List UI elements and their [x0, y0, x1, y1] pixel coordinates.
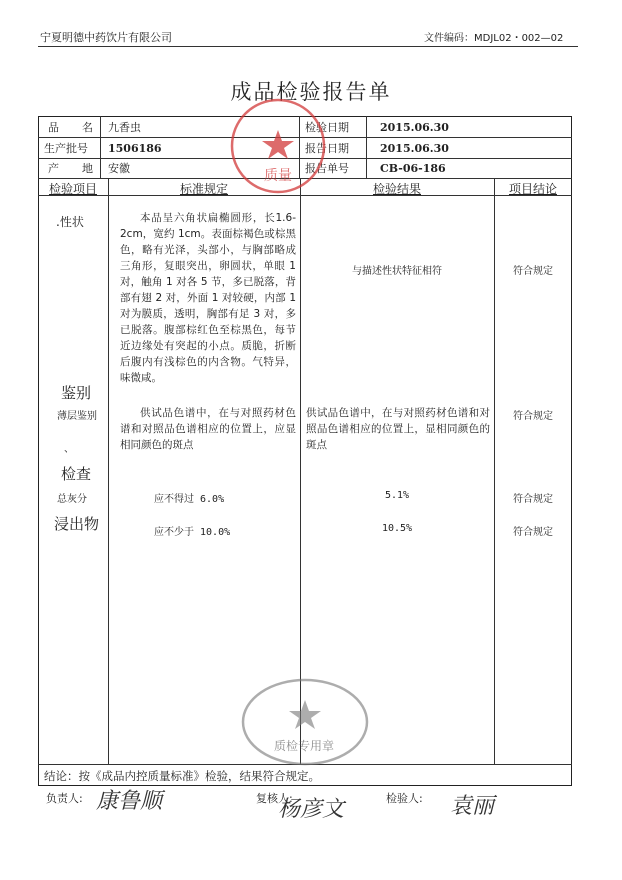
report-date-label: 报告日期 — [305, 142, 349, 155]
page-title: 成品检验报告单 — [230, 80, 392, 104]
ash-result: 5.1% — [384, 490, 410, 501]
quality-stamp — [222, 96, 332, 196]
origin-label: 产 地 — [48, 162, 99, 175]
ash-standard: 应不得过 6.0% — [154, 494, 225, 505]
batch-label: 生产批号 — [44, 142, 88, 155]
inspect-date-label: 检验日期 — [305, 121, 349, 134]
reviewer-signature: 杨彦文 — [278, 797, 345, 822]
inspector-signature: 袁丽 — [450, 794, 495, 819]
inspection-seal — [240, 676, 370, 768]
traits-result: 与描述性状特征相符 — [352, 266, 442, 277]
ash-conclusion: 符合规定 — [513, 494, 553, 505]
col-header-standard: 标准规定 — [179, 182, 228, 196]
svg-text:质量: 质量 — [264, 168, 292, 184]
identification-section: 鉴别 — [61, 384, 92, 402]
tlc-standard: 供试品色谱中，在与对照药材色谱和对照品色谱相应的位置上，应显相同颜色的斑点 — [120, 407, 296, 451]
responsible-label: 负责人: — [46, 792, 83, 805]
responsible-signature: 康鲁顺 — [96, 789, 163, 814]
header-divider — [38, 46, 578, 47]
extract-conclusion: 符合规定 — [513, 527, 553, 538]
tlc-conclusion: 符合规定 — [513, 411, 553, 422]
col-divider — [100, 116, 101, 178]
origin-value: 安徽 — [108, 162, 130, 175]
tlc-result: 供试品色谱中，在与对照药材色谱和对照品色谱相应的位置上，显相同颜色的斑点 — [306, 407, 490, 451]
col-divider — [366, 116, 367, 178]
exam-section: 检查 — [61, 465, 92, 483]
company-name: 宁夏明德中药饮片有限公司 — [40, 31, 172, 44]
extract-standard: 应不少于 10.0% — [154, 527, 231, 538]
extract-section: 浸出物 — [54, 515, 100, 533]
conclusion-text: 结论：按《成品内控质量标准》检验，结果符合规定。 — [44, 769, 320, 783]
col-divider — [108, 178, 109, 764]
col-header-result: 检验结果 — [372, 182, 421, 196]
batch-value: 1506186 — [108, 142, 162, 155]
traits-conclusion: 符合规定 — [513, 266, 553, 277]
extract-result: 10.5% — [381, 523, 413, 534]
product-value: 九香虫 — [108, 121, 141, 134]
traits-standard: 本品呈六角状扁椭圆形，长1.6-2cm，宽约 1cm。表面棕褐色或棕黑色，略有光泽，头部小，与胸部略成三角形，复眼突出，卵圆状，单眼 1 对，触角 1 对各 5 节，多已脱落，背部有翅 2 对，外面 1 对较硬，内部 1 对为膜质，透明，胸部有足 3 对，多已脱落。腹部棕红色至棕黑色，每节近边缘处有突起的小点。质脆，折断后腹内有浅棕色的内含物。气特异，味微咸。 — [120, 212, 296, 384]
stray-mark: 、 — [64, 444, 74, 455]
tlc-label: 薄层鉴别 — [57, 411, 97, 422]
report-no-label: 报告单号 — [305, 162, 349, 175]
traits-label: .性状 — [56, 215, 84, 229]
col-header-conclusion: 项目结论 — [508, 182, 557, 196]
svg-text:质检专用章: 质检专用章 — [274, 739, 335, 753]
col-header-item: 检验项目 — [48, 182, 97, 196]
inspector-label: 检验人: — [386, 792, 423, 805]
product-label: 品 名 — [48, 121, 99, 134]
report-no-value: CB-06-186 — [380, 162, 446, 175]
document-number: 文件编码：MDJL02・002—02 — [424, 33, 564, 44]
reviewer-label: 复核人: — [256, 792, 293, 805]
report-date-value: 2015.06.30 — [380, 142, 449, 155]
inspect-date-value: 2015.06.30 — [380, 121, 449, 134]
ash-label: 总灰分 — [57, 494, 87, 505]
